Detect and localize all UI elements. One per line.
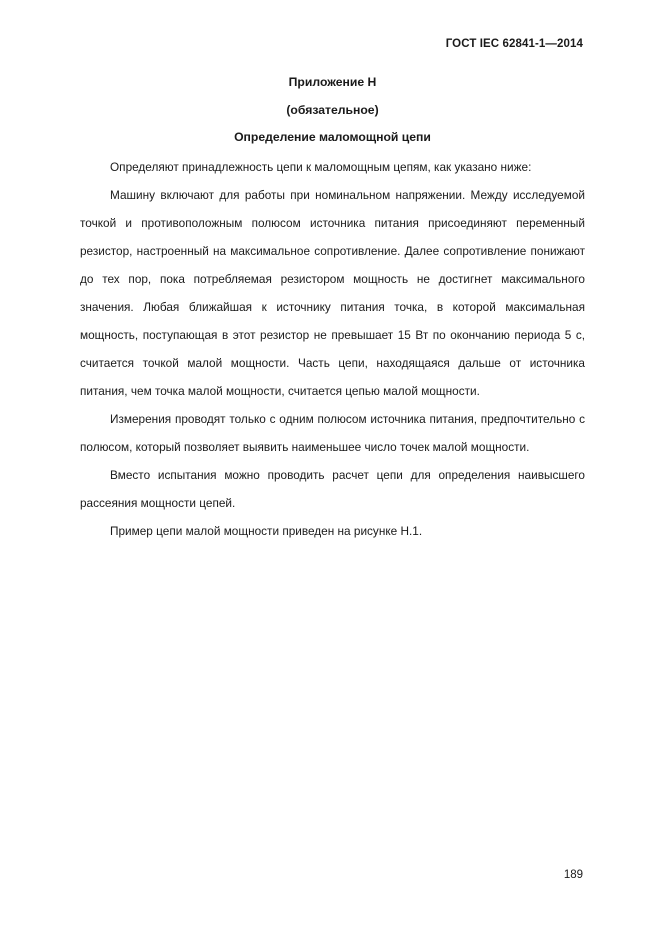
annex-title: Приложение H <box>288 75 377 89</box>
annex-heading: Определение маломощной цепи <box>234 130 431 144</box>
annex-body <box>80 153 585 545</box>
paragraph-measurement: Измерения проводят только с одним полюсом источника питания, предпочтительно с полюсом, который позволяет выявить наименьшее число точек малой мощности. <box>80 412 585 454</box>
paragraph-intro: Определяют принадлежность цепи к маломощным цепям, как указано ниже: <box>110 160 532 174</box>
paragraph-procedure: Машину включают для работы при номинальном напряжении. Между исследуемой точкой и противоположным полюсом источника питания присоединяют переменный резистор, настроенный на максимальное сопротивление. Далее сопротивление понижают до тех пор, пока потребляемая резистором мощность не достигнет максимального значения. Любая ближайшая к источнику питания точка, в которой максимальная мощность, поступающая в этот резистор не превышает 15 Вт по окончанию периода 5 с, считается точкой малой мощности. Часть цепи, находящаяся дальше от источника питания, чем точка малой мощности, считается цепью малой мощности. <box>80 188 585 398</box>
paragraph-figure-reference: Пример цепи малой мощности приведен на рисунке H.1. <box>110 524 423 538</box>
page-number: 189 <box>563 869 583 881</box>
paragraph-calculation: Вместо испытания можно проводить расчет цепи для определения наивысшего рассеяния мощности цепей. <box>80 468 585 510</box>
document-standard-header: ГОСТ IEC 62841-1—2014 <box>445 38 583 50</box>
annex-status: (обязательное) <box>286 103 379 117</box>
